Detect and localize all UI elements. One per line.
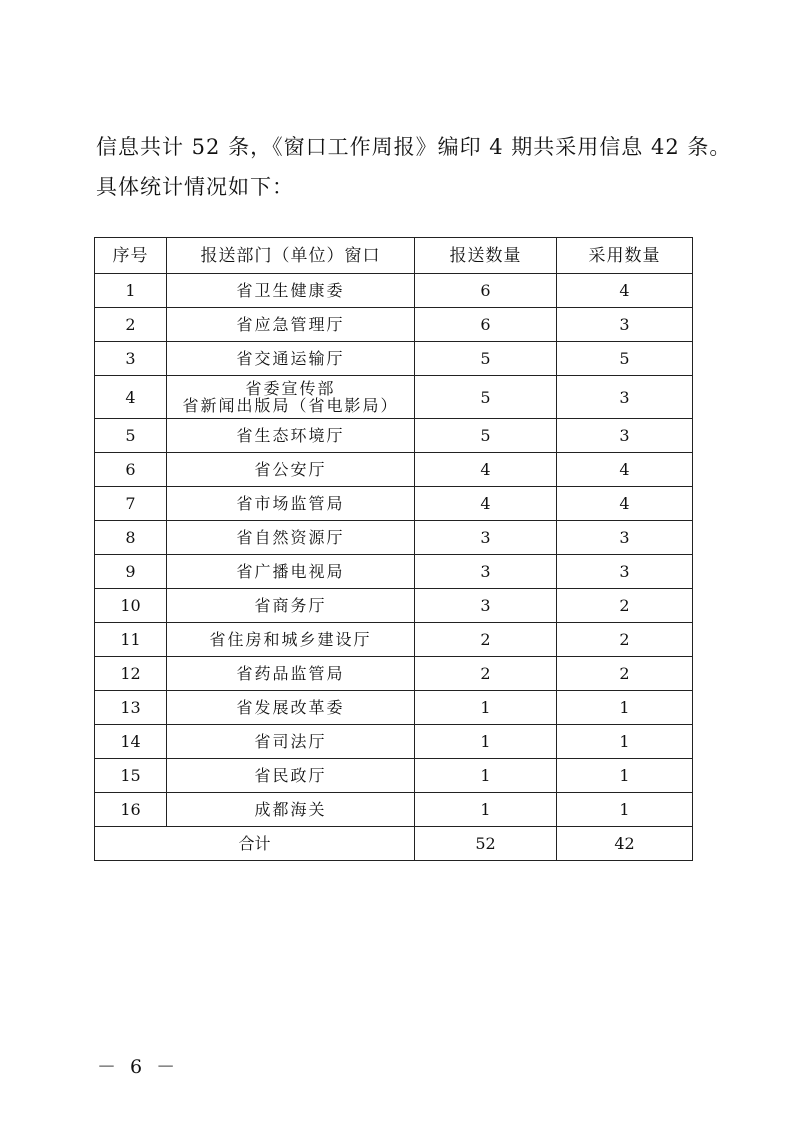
- table-row: [95, 759, 693, 793]
- row-department: [167, 759, 415, 793]
- department-name-line: 省住房和城乡建设厅: [209, 629, 372, 649]
- row-serial-number: 6: [95, 453, 167, 487]
- row-submitted-count: 2: [415, 657, 557, 691]
- row-serial-number: 7: [95, 487, 167, 521]
- table-row: [95, 589, 693, 623]
- row-adopted-count: 3: [557, 555, 693, 589]
- row-department: [167, 342, 415, 376]
- row-serial-number: 14: [95, 725, 167, 759]
- page-number: － 6 －: [97, 1056, 180, 1078]
- table-row: [95, 521, 693, 555]
- table-row: [95, 487, 693, 521]
- table-row: [95, 453, 693, 487]
- row-submitted-count: 4: [415, 453, 557, 487]
- department-name-line: 省商务厅: [254, 595, 327, 615]
- table-total-row: [95, 827, 693, 861]
- row-adopted-count: 5: [557, 342, 693, 376]
- row-serial-number: 11: [95, 623, 167, 657]
- department-name-line: 省卫生健康委: [236, 280, 345, 300]
- table-row: [95, 342, 693, 376]
- row-submitted-count: 5: [415, 419, 557, 453]
- header-department: 报送部门（单位）窗口: [167, 238, 415, 274]
- row-department: [167, 589, 415, 623]
- header-serial-number: 序号: [95, 238, 167, 274]
- total-label: 合计: [95, 827, 415, 861]
- row-submitted-count: 4: [415, 487, 557, 521]
- table-row: [95, 274, 693, 308]
- row-department: [167, 274, 415, 308]
- total-submitted: 52: [415, 827, 557, 861]
- department-name-line: 省发展改革委: [236, 697, 345, 717]
- intro-paragraph-line-2: 具体统计情况如下：: [96, 175, 294, 199]
- row-adopted-count: 4: [557, 453, 693, 487]
- row-department: [167, 453, 415, 487]
- row-submitted-count: 3: [415, 521, 557, 555]
- row-serial-number: 5: [95, 419, 167, 453]
- header-submitted-count: 报送数量: [415, 238, 557, 274]
- department-name-line: 省自然资源厅: [236, 527, 345, 547]
- table-body: [95, 274, 693, 827]
- row-department: [167, 487, 415, 521]
- table-row: [95, 725, 693, 759]
- table-row: [95, 376, 693, 419]
- row-submitted-count: 6: [415, 274, 557, 308]
- table-row: [95, 308, 693, 342]
- row-adopted-count: 2: [557, 657, 693, 691]
- table-row: [95, 623, 693, 657]
- row-adopted-count: 3: [557, 308, 693, 342]
- department-name-line: 省生态环境厅: [236, 425, 345, 445]
- department-name-line: 省广播电视局: [236, 561, 345, 581]
- row-serial-number: 4: [95, 376, 167, 419]
- row-adopted-count: 1: [557, 691, 693, 725]
- row-submitted-count: 1: [415, 759, 557, 793]
- row-adopted-count: 1: [557, 793, 693, 827]
- table-row: [95, 555, 693, 589]
- row-submitted-count: 1: [415, 725, 557, 759]
- department-name-line: 省药品监管局: [236, 663, 345, 683]
- row-adopted-count: 4: [557, 487, 693, 521]
- row-adopted-count: 4: [557, 274, 693, 308]
- total-adopted: 42: [557, 827, 693, 861]
- row-department: [167, 623, 415, 657]
- department-name-line: 省交通运输厅: [236, 348, 345, 368]
- row-serial-number: 2: [95, 308, 167, 342]
- row-submitted-count: 3: [415, 589, 557, 623]
- row-adopted-count: 1: [557, 725, 693, 759]
- row-serial-number: 8: [95, 521, 167, 555]
- department-name-line: 省市场监管局: [236, 493, 345, 513]
- row-serial-number: 10: [95, 589, 167, 623]
- table-row: [95, 691, 693, 725]
- row-department: [167, 376, 415, 419]
- row-department: [167, 725, 415, 759]
- row-department: [167, 555, 415, 589]
- table-row: [95, 419, 693, 453]
- row-serial-number: 3: [95, 342, 167, 376]
- row-submitted-count: 6: [415, 308, 557, 342]
- department-name-line: 省委宣传部: [245, 379, 336, 398]
- row-submitted-count: 2: [415, 623, 557, 657]
- statistics-table: [94, 237, 693, 861]
- row-serial-number: 12: [95, 657, 167, 691]
- row-adopted-count: 3: [557, 521, 693, 555]
- row-submitted-count: 5: [415, 376, 557, 419]
- table-header-row: [95, 238, 693, 274]
- row-department: [167, 308, 415, 342]
- row-department: [167, 691, 415, 725]
- row-serial-number: 13: [95, 691, 167, 725]
- row-department: [167, 521, 415, 555]
- row-adopted-count: 3: [557, 419, 693, 453]
- row-adopted-count: 2: [557, 623, 693, 657]
- department-name-line: 省新闻出版局（省电影局）: [182, 396, 399, 415]
- department-name-line: 省民政厅: [254, 765, 327, 785]
- row-adopted-count: 3: [557, 376, 693, 419]
- row-submitted-count: 1: [415, 793, 557, 827]
- table-row: [95, 793, 693, 827]
- row-department: [167, 657, 415, 691]
- department-name-line: 成都海关: [254, 799, 327, 819]
- row-department: [167, 419, 415, 453]
- department-name-line: 省公安厅: [254, 459, 327, 479]
- row-serial-number: 9: [95, 555, 167, 589]
- row-submitted-count: 1: [415, 691, 557, 725]
- row-serial-number: 15: [95, 759, 167, 793]
- row-department: [167, 793, 415, 827]
- row-submitted-count: 5: [415, 342, 557, 376]
- department-name-line: 省司法厅: [254, 731, 327, 751]
- row-adopted-count: 1: [557, 759, 693, 793]
- department-name-line: 省应急管理厅: [236, 314, 345, 334]
- intro-paragraph-line-1: 信息共计 52 条，《窗口工作周报》编印 4 期共采用信息 42 条。: [96, 135, 732, 159]
- row-adopted-count: 2: [557, 589, 693, 623]
- row-submitted-count: 3: [415, 555, 557, 589]
- header-adopted-count: 采用数量: [557, 238, 693, 274]
- table-row: [95, 657, 693, 691]
- row-serial-number: 1: [95, 274, 167, 308]
- row-serial-number: 16: [95, 793, 167, 827]
